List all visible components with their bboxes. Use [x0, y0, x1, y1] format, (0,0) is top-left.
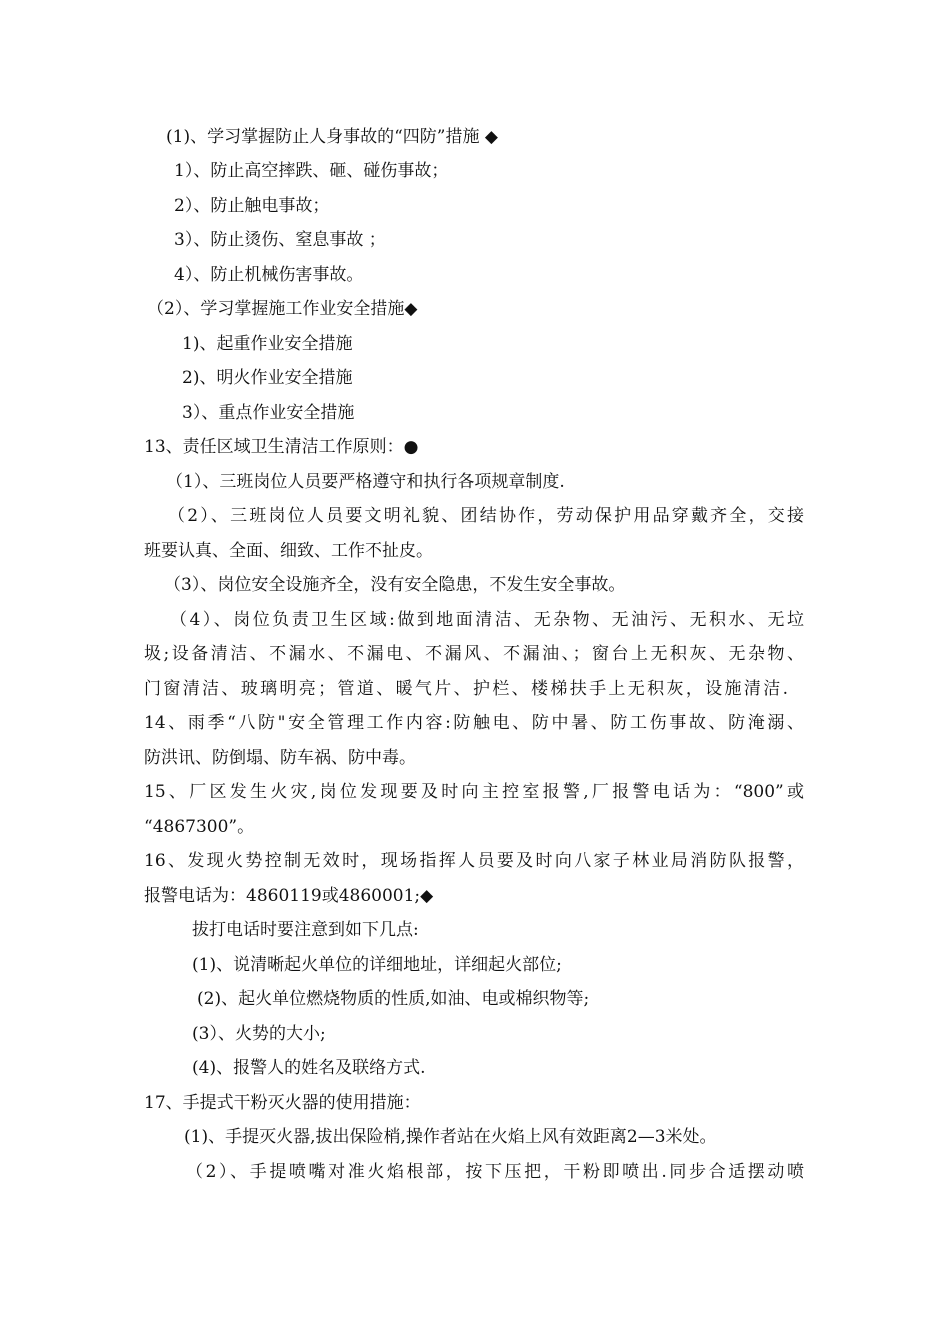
text-line: (1)、手提灭火器,拔出保险梢,操作者站在火焰上风有效距离2—3米处。 [184, 1127, 717, 1147]
text-line: （2）、学习掌握施工作业安全措施◆ [147, 299, 418, 319]
text-line: （4）、岗位负责卫生区域:做到地面清洁、无杂物、无油污、无积水、无垃 [170, 610, 804, 630]
text-line: （1）、三班岗位人员要严格遵守和执行各项规章制度. [166, 472, 565, 492]
text-line: 2)、明火作业安全措施 [182, 368, 353, 388]
text-line: (4)、报警人的姓名及联络方式. [192, 1058, 426, 1078]
text-line: 防洪讯、防倒塌、防车祸、防中毒。 [144, 748, 416, 768]
section-heading: 15、厂区发生火灾,岗位发现要及时向主控室报警,厂报警电话为：“800”或 [144, 782, 804, 802]
section-heading: 13、责任区域卫生清洁工作原则：● [144, 437, 419, 457]
text-line: 报警电话为：4860119或4860001;◆ [144, 886, 434, 906]
text-line: 班要认真、全面、细致、工作不扯皮。 [144, 541, 433, 561]
text-line: 3）、重点作业安全措施 [182, 403, 355, 423]
section-heading: 14、雨季“八防"安全管理工作内容:防触电、防中暑、防工伤事故、防淹溺、 [144, 713, 804, 733]
section-heading: 17、手提式干粉灭火器的使用措施： [144, 1093, 421, 1113]
text-line: (3）、火势的大小; [192, 1024, 326, 1044]
text-line: （3）、岗位安全设施齐全，没有安全隐患，不发生安全事故。 [164, 575, 626, 595]
text-line: 圾;设备清洁、不漏水、不漏电、不漏风、不漏油、；窗台上无积灰、无杂物、 [144, 644, 804, 664]
text-line: （2）、手提喷嘴对准火焰根部，按下压把，干粉即喷出.同步合适摆动喷 [186, 1162, 804, 1182]
text-line: 2）、防止触电事故； [174, 196, 330, 216]
text-line: 1)、起重作业安全措施 [182, 334, 353, 354]
section-heading: 16、发现火势控制无效时，现场指挥人员要及时向八家子林业局消防队报警， [144, 851, 804, 871]
text-line: 门窗清洁、玻璃明亮；管道、暖气片、护栏、楼梯扶手上无积灰，设施清洁. [144, 679, 788, 699]
text-line: 1）、防止高空摔跌、砸、碰伤事故； [174, 161, 449, 181]
text-line: (1)、学习掌握防止人身事故的“四防”措施 ◆ [166, 127, 498, 147]
text-line: 拔打电话时要注意到如下几点: [192, 920, 419, 940]
text-line: (1)、说清晰起火单位的详细地址，详细起火部位; [192, 955, 562, 975]
text-line: (2)、起火单位燃烧物质的性质,如油、电或棉织物等; [197, 989, 590, 1009]
text-line: （2）、三班岗位人员要文明礼貌、团结协作，劳动保护用品穿戴齐全，交接 [168, 506, 804, 526]
text-line: “4867300”。 [144, 817, 255, 837]
text-line: 3）、防止烫伤、窒息事故 ； [174, 230, 386, 250]
text-line: 4）、防止机械伤害事故。 [174, 265, 364, 285]
